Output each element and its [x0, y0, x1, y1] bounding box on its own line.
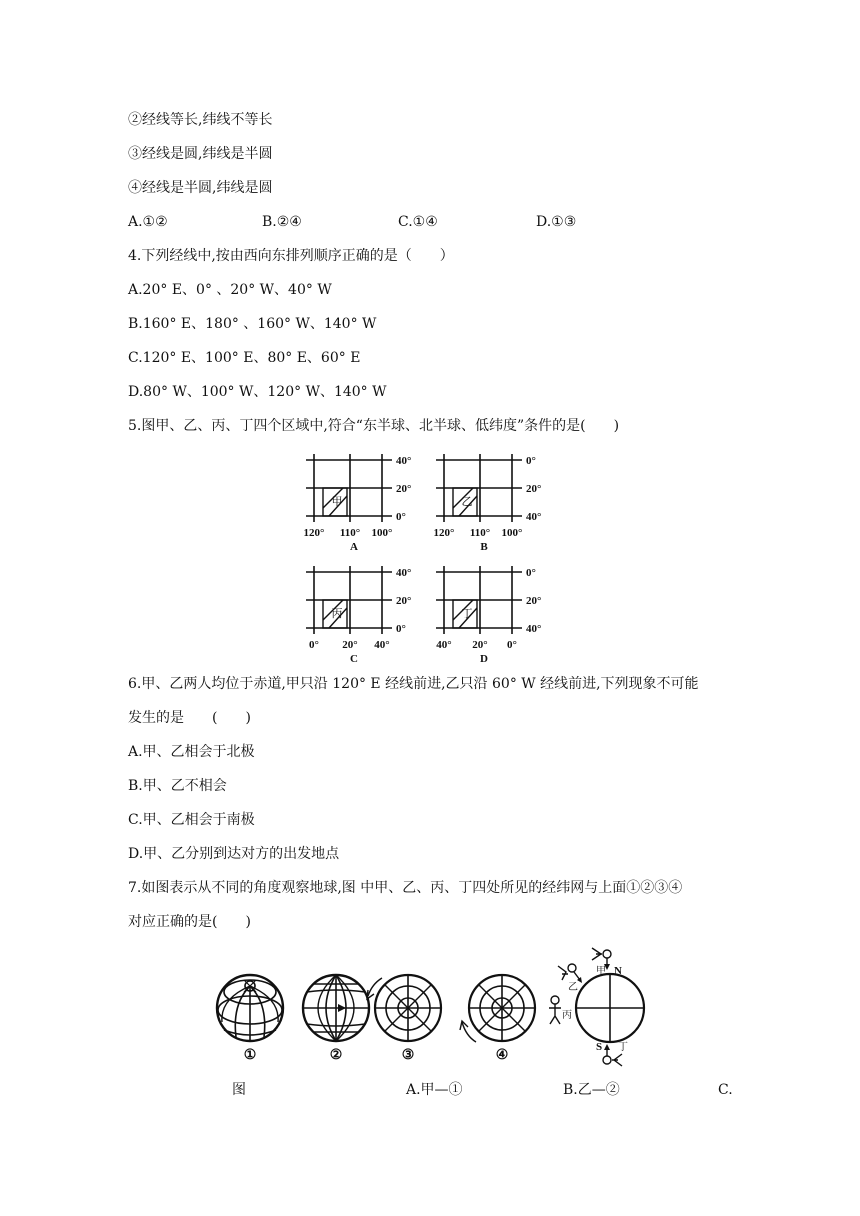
- pole-s: S: [596, 1041, 603, 1053]
- grid-a-lon-2: 110°: [339, 527, 361, 539]
- grid-c-lon-2: 20°: [342, 639, 358, 651]
- q7-option-b[interactable]: B.乙—②: [563, 1082, 620, 1098]
- grid-a-letter: A: [350, 541, 358, 553]
- q4-option-d[interactable]: D.80° W、100° W、120° W、140° W: [128, 384, 387, 400]
- q3-item-3: ③经线是圆,纬线是半圆: [128, 146, 273, 162]
- globe-3-label: ③: [401, 1048, 415, 1063]
- globe-1: [217, 975, 283, 1063]
- grid-d-lon-1: 40°: [436, 639, 452, 651]
- q6-option-a[interactable]: A.甲、乙相会于北极: [128, 744, 255, 760]
- q6-option-d[interactable]: D.甲、乙分别到达对方的出发地点: [128, 846, 340, 862]
- grid-a-lon-3: 100°: [371, 527, 393, 539]
- grid-c-letter: C: [350, 653, 358, 665]
- grid-d-lon-2: 20°: [472, 639, 488, 651]
- grid-c-lat-3: 0°: [396, 623, 406, 635]
- q6-option-b[interactable]: B.甲、乙不相会: [128, 778, 227, 794]
- q6-stem-line-1: 6.甲、乙两人均位于赤道,甲只沿 120° E 经线前进,乙只沿 60° W 经线前进,下列现象不可能: [128, 676, 699, 692]
- grid-a-lat-1: 40°: [396, 455, 412, 467]
- q3-item-4: ④经线是半圆,纬线是圆: [128, 180, 273, 196]
- q3-option-a[interactable]: A.①②: [128, 214, 168, 230]
- grid-b-letter: B: [480, 541, 488, 553]
- globe-4-label: ④: [495, 1048, 509, 1063]
- grid-d-lat-1: 0°: [526, 567, 536, 579]
- q4-option-c[interactable]: C.120° E、100° E、80° E、60° E: [128, 350, 361, 366]
- q4-option-b[interactable]: B.160° E、180° 、160° W、140° W: [128, 316, 377, 332]
- grid-a-region: 甲: [331, 496, 343, 508]
- grid-c-lon-1: 0°: [309, 639, 319, 651]
- observer-yi: 乙: [568, 982, 578, 993]
- grid-d-letter: D: [480, 653, 488, 665]
- q3-option-d[interactable]: D.①③: [536, 214, 577, 230]
- grid-a: [304, 454, 412, 553]
- q7-stem-line-1: 7.如图表示从不同的角度观察地球,图 中甲、乙、丙、丁四处所见的经纬网与上面①②③④: [128, 880, 683, 896]
- q3-option-c[interactable]: C.①④: [398, 214, 438, 230]
- grid-d: [436, 566, 541, 665]
- grid-a-lon-1: 120°: [303, 527, 325, 539]
- q7-figure-caption: 图: [232, 1082, 246, 1098]
- q7-stem-line-2: 对应正确的是( ): [128, 914, 251, 930]
- grid-d-region: 丁: [461, 608, 473, 620]
- globe-2-label: ②: [329, 1048, 343, 1063]
- observer-ding: 丁: [618, 1042, 628, 1053]
- grid-b-lat-1: 0°: [526, 455, 536, 467]
- grid-c-region: 丙: [331, 608, 343, 620]
- q3-option-b[interactable]: B.②④: [262, 214, 302, 230]
- q7-option-c[interactable]: C.: [718, 1082, 733, 1098]
- grid-b-lon-1: 120°: [433, 527, 455, 539]
- q4-stem: 4.下列经线中,按由西向东排列顺序正确的是（ ）: [128, 248, 454, 264]
- grid-d-lat-2: 20°: [526, 595, 542, 607]
- globe-3: [367, 975, 441, 1063]
- grid-d-lat-3: 40°: [526, 623, 542, 635]
- globe-4: [460, 975, 535, 1063]
- grid-a-lat-2: 20°: [396, 483, 412, 495]
- q6-stem-line-2: 发生的是 ( ): [128, 710, 251, 726]
- q7-option-a[interactable]: A.甲—①: [406, 1082, 463, 1098]
- grid-b-lat-3: 40°: [526, 511, 542, 523]
- observer-diagram: [549, 948, 644, 1066]
- grid-b-lat-2: 20°: [526, 483, 542, 495]
- grid-b-lon-2: 110°: [469, 527, 491, 539]
- grid-c-lat-2: 20°: [396, 595, 412, 607]
- grid-c: [306, 566, 411, 665]
- grid-c-lon-3: 40°: [374, 639, 390, 651]
- q5-grid-figure: [300, 448, 560, 668]
- grid-a-lat-3: 0°: [396, 511, 406, 523]
- q5-stem: 5.图甲、乙、丙、丁四个区域中,符合“东半球、北半球、低纬度”条件的是( ): [128, 418, 620, 434]
- grid-c-lat-1: 40°: [396, 567, 412, 579]
- globe-2: [303, 975, 369, 1063]
- grid-d-lon-3: 0°: [507, 639, 517, 651]
- pole-n: N: [614, 965, 622, 977]
- grid-b-region: 乙: [461, 496, 473, 508]
- q4-option-a[interactable]: A.20° E、0° 、20° W、40° W: [128, 282, 332, 298]
- globe-1-label: ①: [243, 1048, 257, 1063]
- observer-jia: 甲: [596, 966, 606, 977]
- q3-item-2: ②经线等长,纬线不等长: [128, 112, 273, 128]
- observer-bing: 丙: [562, 1010, 572, 1021]
- grid-b-lon-3: 100°: [501, 527, 523, 539]
- q7-globe-figure: [210, 944, 660, 1074]
- grid-b: [434, 454, 542, 553]
- q6-option-c[interactable]: C.甲、乙相会于南极: [128, 812, 255, 828]
